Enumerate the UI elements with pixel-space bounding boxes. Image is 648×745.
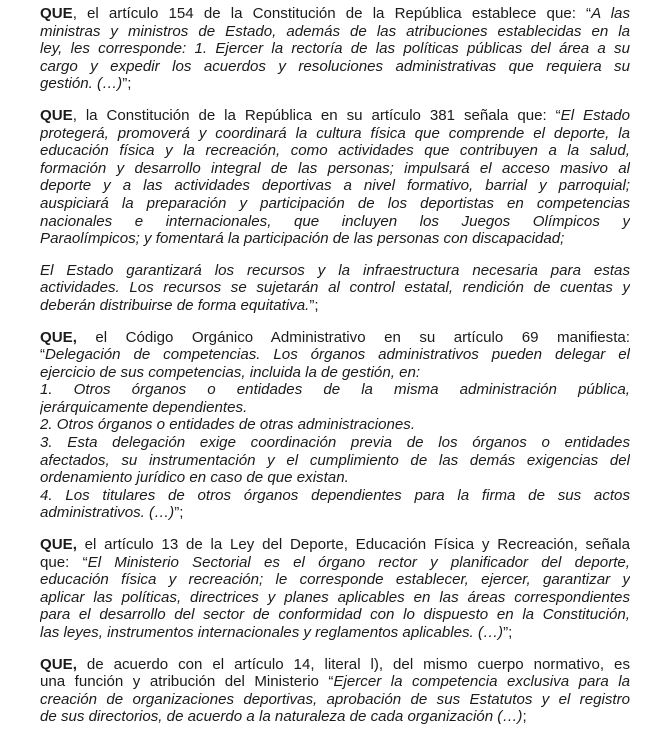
text-line bbox=[40, 5, 630, 23]
quote-text: El Estado bbox=[560, 106, 630, 124]
paragraph-lead: , la Constitución de la República en su artículo 381 señala que: “ bbox=[72, 106, 561, 124]
quote-line: educación física y recreación; le corresponde establecer, ejercer, garantizar y bbox=[40, 571, 630, 589]
quote-line: 1. Otros órganos o entidades de la misma administración pública, bbox=[40, 381, 630, 399]
text-line bbox=[40, 656, 630, 674]
text-line bbox=[40, 329, 630, 347]
quote-text: El Ministerio Sectorial es el órgano rector y planificador del deporte, bbox=[87, 553, 630, 571]
quote-line: jerárquicamente dependientes. bbox=[40, 398, 248, 416]
text-line bbox=[40, 346, 630, 364]
que-keyword: QUE, bbox=[40, 536, 77, 554]
quote-close: ”; bbox=[122, 75, 132, 93]
quote-open: “ bbox=[40, 346, 46, 364]
quote-text: Delegación de competencias. Los órganos administrativos pueden delegar el bbox=[45, 346, 630, 364]
quote-line: ordenamiento jurídico en caso de que existan. bbox=[40, 469, 349, 487]
paragraph-art-154 bbox=[40, 5, 630, 93]
quote-line: protegerá, promoverá y coordinará la cultura física que comprende el deporte, la bbox=[40, 124, 630, 142]
quote-line: para el desarrollo del sector de conformidad con lo dispuesto en la Constitución, bbox=[40, 606, 630, 624]
quote-text: de sus directorios, de acuerdo a la naturaleza de cada organización (…) bbox=[40, 708, 523, 726]
quote-text: A las bbox=[591, 5, 630, 22]
paragraph-lead-cont: una función y atribución del Ministerio “ bbox=[40, 673, 334, 691]
text-line bbox=[40, 75, 630, 93]
paragraph-lead: , el artículo 154 de la Constitución de la República establece que: “ bbox=[72, 5, 592, 22]
quote-line: creación de organizaciones deportivas, aprobación de sus Estatutos y el registro bbox=[40, 690, 630, 708]
paragraph-lead: de acuerdo con el artículo 14, literal l), del mismo cuerpo normativo, es bbox=[76, 655, 630, 673]
quote-line: ministras y ministros de Estado, además de las atribuciones establecidas en la bbox=[40, 22, 630, 40]
quote-line: ley, les corresponde: 1. Ejercer la rectoría de las políticas públicas del área a su bbox=[40, 40, 630, 58]
quote-text: Ejercer la competencia exclusiva para la bbox=[333, 673, 630, 691]
quote-line: 3. Esta delegación exige coordinación previa de los órganos o entidades bbox=[40, 434, 630, 452]
quote-line: deporte y a las actividades deportivas a nivel formativo, barrial y parroquial; bbox=[40, 177, 630, 195]
quote-line: Paraolímpicos; y fomentará la participación de las personas con discapacidad; bbox=[40, 230, 565, 248]
quote-line: auspiciará la preparación y participación de los deportistas en competencias bbox=[40, 194, 630, 212]
quote-text: gestión. (…) bbox=[40, 75, 123, 93]
quote-line: educación física y la recreación, como actividades que contribuyen a la salud, bbox=[40, 142, 630, 160]
que-keyword: QUE, bbox=[40, 655, 77, 673]
quote-line: afectados, su instrumentación y el cumplimiento de las demás exigencias del bbox=[40, 451, 630, 469]
text-line bbox=[40, 107, 630, 125]
text-line bbox=[40, 504, 630, 522]
quote-line: 4. Los titulares de otros órganos dependientes para la firma de sus actos bbox=[40, 486, 630, 504]
paragraph-lead: el Código Orgánico Administrativo en su artículo 69 manifiesta: bbox=[76, 328, 630, 346]
quote-text: las leyes, instrumentos internacionales y reglamentos aplicables. (…) bbox=[40, 624, 504, 641]
quote-close: ”; bbox=[503, 624, 513, 641]
quote-line: cargo y expedir los acuerdos y resoluciones administrativas que requiera su bbox=[40, 57, 630, 75]
quote-line: actividades. Los recursos se sujetarán al control estatal, rendición de cuentas y bbox=[40, 279, 630, 297]
text-line bbox=[40, 673, 630, 691]
quote-close: ”; bbox=[309, 296, 319, 314]
quote-text: administrativos. (…) bbox=[40, 504, 175, 522]
quote-line: aplicar las políticas, directrices y planes aplicables en las áreas correspondientes bbox=[40, 588, 630, 606]
paragraph-art-381-continued bbox=[40, 262, 630, 315]
paragraph-lead: el artículo 13 de la Ley del Deporte, Educación Física y Recreación, señala bbox=[76, 536, 630, 554]
text-line bbox=[40, 708, 630, 726]
text-line bbox=[40, 297, 630, 315]
que-keyword: QUE, bbox=[40, 328, 77, 346]
text-line bbox=[40, 536, 630, 554]
paragraph-art-14 bbox=[40, 656, 630, 726]
quote-line: ejercicio de sus competencias, incluida la de gestión, en: bbox=[40, 363, 421, 381]
paragraph-art-69 bbox=[40, 329, 630, 523]
paragraph-art-381 bbox=[40, 107, 630, 248]
quote-line: El Estado garantizará los recursos y la infraestructura necesaria para estas bbox=[40, 261, 630, 279]
quote-close: ; bbox=[522, 708, 527, 726]
document-page bbox=[40, 5, 630, 726]
text-line bbox=[40, 554, 630, 572]
quote-line: 2. Otros órganos o entidades de otras administraciones. bbox=[40, 416, 416, 434]
quote-text: deberán distribuirse de forma equitativa. bbox=[40, 296, 310, 314]
quote-close: ”; bbox=[174, 504, 184, 522]
que-keyword: QUE bbox=[40, 5, 73, 22]
quote-line: formación y desarrollo integral de las personas; impulsará el acceso masivo al bbox=[40, 159, 630, 177]
quote-line: nacionales e internacionales, que incluyen los Juegos Olímpicos y bbox=[40, 212, 630, 230]
que-keyword: QUE bbox=[40, 106, 73, 124]
paragraph-art-13 bbox=[40, 536, 630, 642]
paragraph-lead-cont: que: “ bbox=[40, 553, 88, 571]
text-line bbox=[40, 624, 630, 642]
